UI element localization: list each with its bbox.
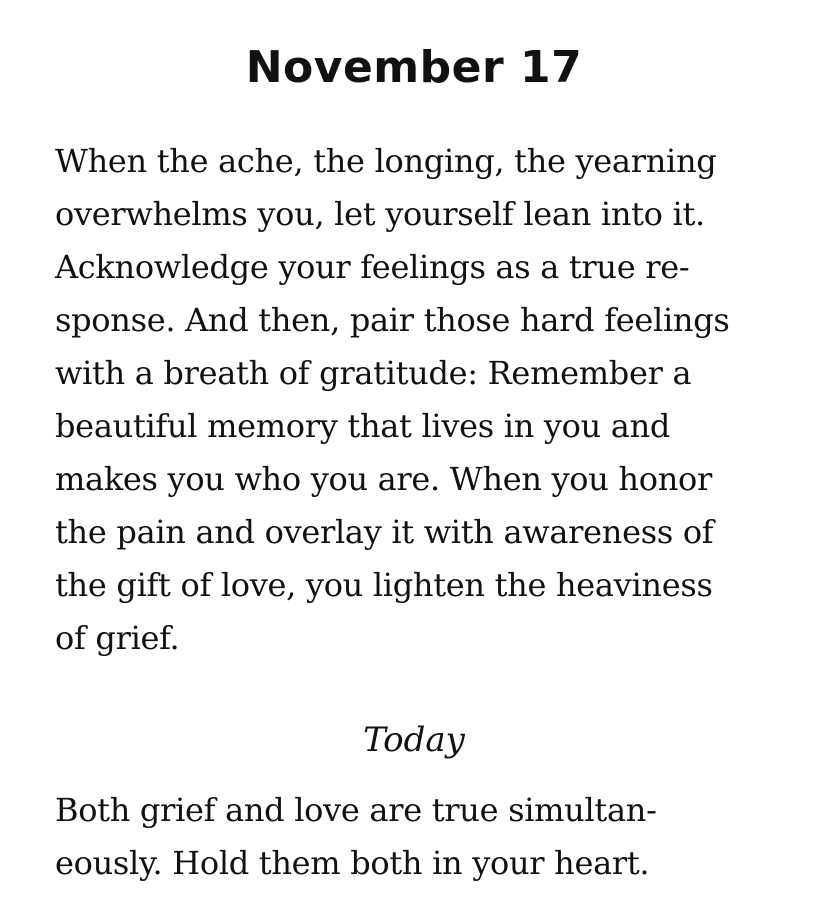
- reading-line: When the ache, the longing, the yearning: [55, 142, 717, 180]
- reading-line: makes you who you are. When you honor: [55, 460, 712, 498]
- reading-line: with a breath of gratitude: Remember a: [55, 354, 692, 392]
- reading-line: of grief.: [55, 619, 180, 657]
- reading-line: Acknowledge your feelings as a true re-: [55, 248, 690, 286]
- reading-line: the gift of love, you lighten the heaviness: [55, 566, 713, 604]
- reading-line: beautiful memory that lives in you and: [55, 407, 671, 445]
- today-line: eously. Hold them both in your heart.: [55, 844, 650, 882]
- today-line: Both grief and love are true simultan-: [55, 791, 657, 829]
- page-title: November 17: [245, 42, 583, 93]
- today-heading: Today: [363, 720, 465, 760]
- reading-line: the pain and overlay it with awareness of: [55, 513, 714, 551]
- reading-line: overwhelms you, let yourself lean into it.: [55, 195, 705, 233]
- reading-line: sponse. And then, pair those hard feelings: [55, 301, 730, 339]
